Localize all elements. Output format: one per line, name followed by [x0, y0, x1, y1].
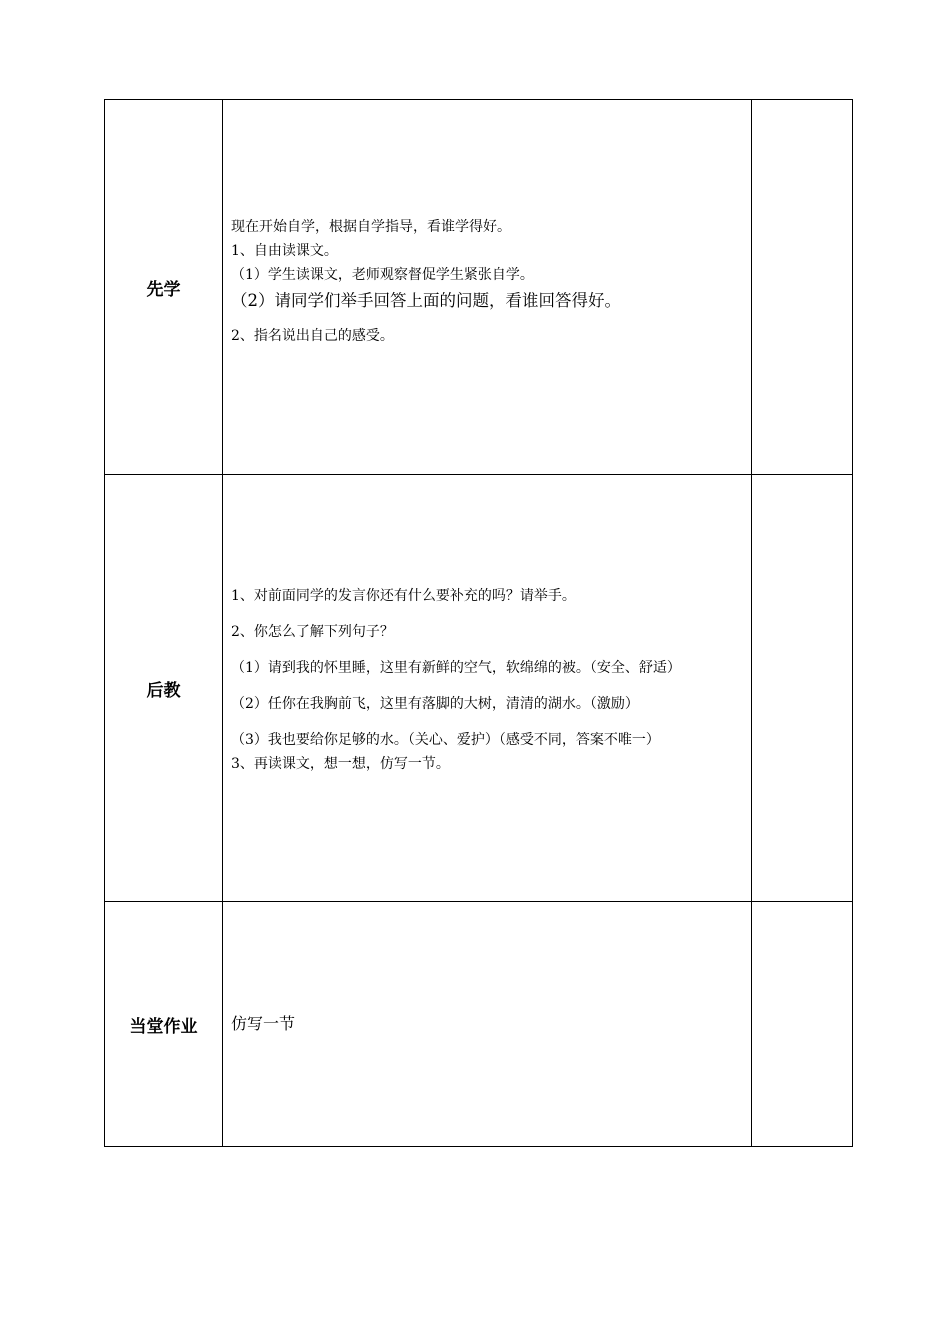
text-line: （1）请到我的怀里睡，这里有新鲜的空气，软绵绵的被。（安全、舒适）: [231, 660, 681, 676]
content-cell-xianxue: [223, 100, 752, 475]
text-line: 3、再读课文，想一想，仿写一节。: [231, 756, 450, 772]
text-line: （3）我也要给你足够的水。（关心、爱护）（感受不同，答案不唯一）: [231, 732, 660, 748]
table-row-homework: [105, 902, 853, 1147]
text-line: （2）请同学们举手回答上面的问题，看谁回答得好。: [231, 290, 621, 310]
lesson-plan-table: [104, 99, 853, 1147]
content-cell-houjiao: [223, 475, 752, 902]
row-label-xianxue: 先学: [105, 100, 223, 475]
text-line: （2）任你在我胸前飞，这里有落脚的大树，清清的湖水。（激励）: [231, 696, 639, 712]
note-cell-xianxue: [752, 100, 853, 475]
row-label-homework: 当堂作业: [105, 902, 223, 1147]
text-line: 2、指名说出自己的感受。: [231, 327, 394, 344]
text-line: （1）学生读课文，老师观察督促学生紧张自学。: [231, 266, 534, 283]
table-row-xianxue: [105, 100, 853, 475]
text-line: 现在开始自学，根据自学指导，看谁学得好。: [231, 218, 511, 235]
content-cell-homework: [223, 902, 752, 1147]
homework-text: 仿写一节: [231, 1014, 296, 1033]
text-line: 1、自由读课文。: [231, 242, 338, 259]
table-row-houjiao: [105, 475, 853, 902]
text-line: 1、对前面同学的发言你还有什么要补充的吗？请举手。: [231, 588, 576, 604]
text-line: 2、你怎么了解下列句子？: [231, 624, 394, 640]
row-label-houjiao: 后教: [105, 475, 223, 902]
note-cell-houjiao: [752, 475, 853, 902]
note-cell-homework: [752, 902, 853, 1147]
